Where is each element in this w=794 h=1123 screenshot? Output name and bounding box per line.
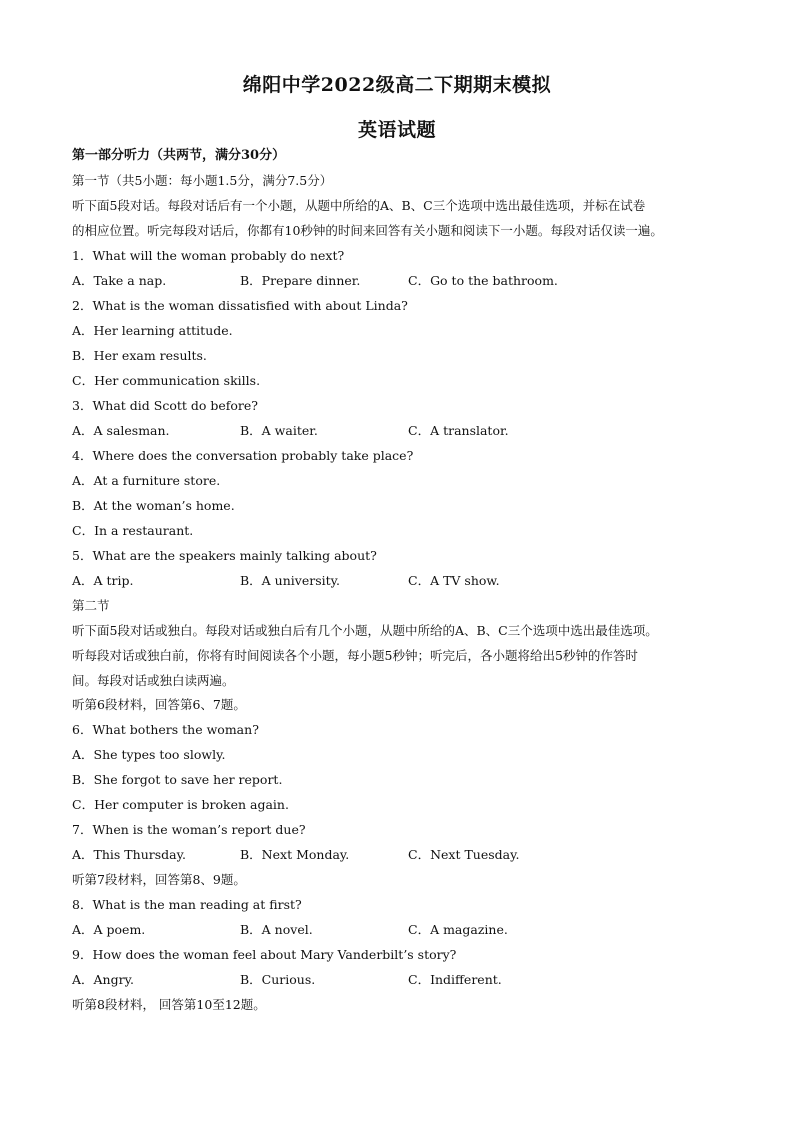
section2-instructions-line2: 听每段对话或独白前，你将有时间阅读各个小题，每小题5秒钟；听完后，各小题将给出5秒钟的作答时 [72, 648, 638, 663]
question-8-option-b: B．A novel. [240, 922, 313, 937]
question-9-option-a: A．Angry. [72, 972, 134, 987]
question-4-option-c: C．In a restaurant. [72, 523, 194, 538]
material-6-note: 听第6段材料，回答第6、7题。 [72, 697, 246, 712]
question-5-option-b: B．A university. [240, 573, 341, 588]
part1-heading: 第一部分听力（共两节，满分30分） [72, 148, 286, 163]
question-2-option-b: B．Her exam results. [72, 348, 207, 363]
exam-title: 绵阳中学2022级高二下期期末模拟 [242, 74, 552, 96]
question-6-option-a: A．She types too slowly. [72, 747, 226, 762]
question-7: 7．When is the woman’s report due? [72, 822, 306, 837]
section1-instructions-line2: 的相应位置。听完每段对话后，你都有10秒钟的时间来回答有关小题和阅读下一小题。每段对话仅读一遍。 [72, 223, 663, 238]
question-6-option-b: B．She forgot to save her report. [72, 772, 283, 787]
question-9-option-b: B．Curious. [240, 972, 316, 987]
section2-instructions-line1: 听下面5段对话或独白。每段对话或独白后有几个小题，从题中所给的A、B、C三个选项中选出最佳选项。 [72, 623, 658, 638]
question-1-option-c: C．Go to the bathroom. [408, 273, 558, 288]
question-4: 4．Where does the conversation probably take place? [72, 448, 414, 463]
exam-subtitle: 英语试题 [357, 119, 436, 141]
section2-heading: 第二节 [72, 598, 110, 613]
question-6-option-c: C．Her computer is broken again. [72, 797, 289, 812]
section2-instructions-line3: 间。每段对话或独白读两遍。 [72, 673, 235, 688]
question-5: 5．What are the speakers mainly talking about? [72, 548, 377, 563]
material-8-note: 听第8段材料， 回答第10至12题。 [72, 997, 266, 1012]
section1-instructions-line1: 听下面5段对话。每段对话后有一个小题，从题中所给的A、B、C三个选项中选出最佳选项，并标在试卷 [72, 198, 646, 213]
question-5-option-a: A．A trip. [72, 573, 134, 588]
question-7-option-a: A．This Thursday. [72, 847, 186, 862]
question-1-option-b: B．Prepare dinner. [240, 273, 361, 288]
question-1: 1．What will the woman probably do next? [72, 248, 345, 263]
question-8: 8．What is the man reading at first? [72, 897, 302, 912]
question-1-option-a: A．Take a nap. [72, 273, 167, 288]
question-6: 6．What bothers the woman? [72, 722, 259, 737]
question-8-option-a: A．A poem. [72, 922, 146, 937]
question-4-option-b: B．At the woman’s home. [72, 498, 235, 513]
question-7-option-b: B．Next Monday. [240, 847, 350, 862]
question-3-option-c: C．A translator. [408, 423, 509, 438]
question-3: 3．What did Scott do before? [72, 398, 259, 413]
question-2-option-c: C．Her communication skills. [72, 373, 261, 388]
question-2: 2．What is the woman dissatisfied with about Linda? [72, 298, 408, 313]
question-9-option-c: C．Indifferent. [408, 972, 502, 987]
question-4-option-a: A．At a furniture store. [72, 473, 221, 488]
question-8-option-c: C．A magazine. [408, 922, 508, 937]
question-3-option-b: B．A waiter. [240, 423, 318, 438]
material-7-note: 听第7段材料，回答第8、9题。 [72, 872, 246, 887]
question-9: 9．How does the woman feel about Mary Vanderbilt’s story? [72, 947, 457, 962]
section1-heading: 第一节（共5小题：每小题1.5分，满分7.5分） [72, 173, 333, 188]
question-2-option-a: A．Her learning attitude. [72, 323, 233, 338]
question-5-option-c: C．A TV show. [408, 573, 500, 588]
question-7-option-c: C．Next Tuesday. [408, 847, 520, 862]
question-3-option-a: A．A salesman. [72, 423, 170, 438]
